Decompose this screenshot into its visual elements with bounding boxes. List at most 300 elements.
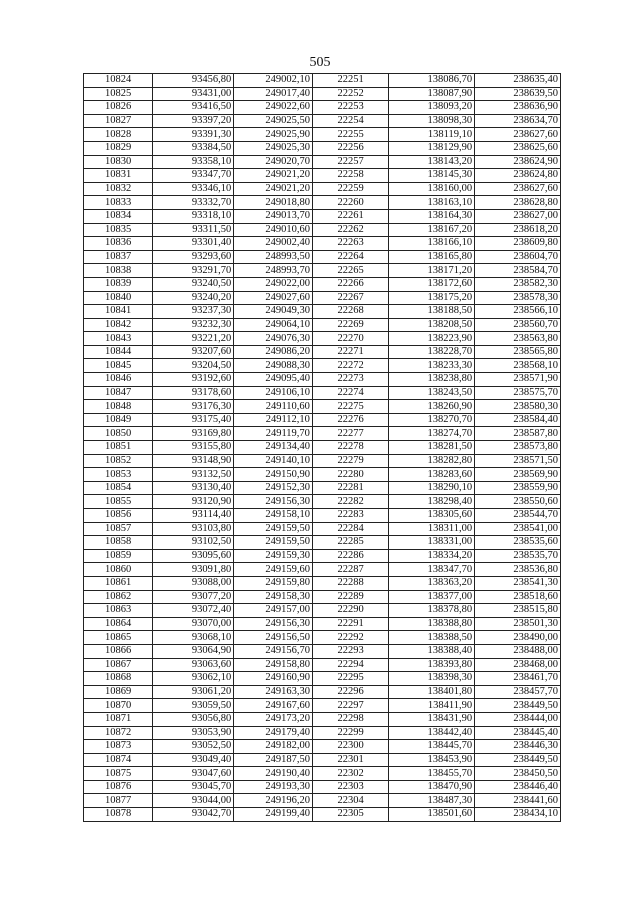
table-cell-y-coordinate-b: 238541,00 xyxy=(475,522,561,536)
table-cell-x-coordinate-a: 93064,90 xyxy=(153,644,234,658)
table-cell-point-id-b: 22274 xyxy=(312,386,388,400)
table-cell-point-id-a: 10875 xyxy=(84,767,153,781)
table-cell-y-coordinate-b: 238587,80 xyxy=(475,427,561,441)
table-cell-y-coordinate-a: 249076,30 xyxy=(234,332,313,346)
table-cell-x-coordinate-b: 138401,80 xyxy=(389,685,475,699)
table-cell-y-coordinate-a: 249088,30 xyxy=(234,359,313,373)
table-row xyxy=(84,87,561,101)
table-cell-y-coordinate-a: 249159,60 xyxy=(234,563,313,577)
table-cell-point-id-a: 10855 xyxy=(84,495,153,509)
table-cell-point-id-b: 22282 xyxy=(312,495,388,509)
table-cell-point-id-b: 22289 xyxy=(312,590,388,604)
table-cell-point-id-a: 10867 xyxy=(84,658,153,672)
table-cell-y-coordinate-a: 249159,30 xyxy=(234,549,313,563)
table-cell-x-coordinate-b: 138298,40 xyxy=(389,495,475,509)
table-cell-point-id-b: 22281 xyxy=(312,481,388,495)
table-cell-point-id-b: 22275 xyxy=(312,400,388,414)
coordinates-table xyxy=(83,73,561,822)
table-row xyxy=(84,644,561,658)
table-row xyxy=(84,631,561,645)
table-cell-point-id-a: 10877 xyxy=(84,794,153,808)
table-cell-x-coordinate-a: 93070,00 xyxy=(153,617,234,631)
table-cell-x-coordinate-a: 93332,70 xyxy=(153,196,234,210)
table-cell-x-coordinate-b: 138331,00 xyxy=(389,536,475,550)
table-row xyxy=(84,332,561,346)
table-cell-point-id-a: 10873 xyxy=(84,740,153,754)
table-row xyxy=(84,617,561,631)
table-cell-y-coordinate-b: 238584,40 xyxy=(475,413,561,427)
table-cell-x-coordinate-b: 138388,40 xyxy=(389,644,475,658)
table-cell-x-coordinate-b: 138274,70 xyxy=(389,427,475,441)
table-cell-y-coordinate-a: 249193,30 xyxy=(234,780,313,794)
table-cell-y-coordinate-b: 238636,90 xyxy=(475,101,561,115)
table-row xyxy=(84,305,561,319)
table-cell-x-coordinate-b: 138160,00 xyxy=(389,182,475,196)
table-cell-y-coordinate-b: 238446,30 xyxy=(475,740,561,754)
table-cell-point-id-a: 10850 xyxy=(84,427,153,441)
table-cell-point-id-a: 10847 xyxy=(84,386,153,400)
table-row xyxy=(84,536,561,550)
table-cell-y-coordinate-b: 238566,10 xyxy=(475,305,561,319)
table-cell-point-id-b: 22304 xyxy=(312,794,388,808)
table-cell-y-coordinate-a: 249002,10 xyxy=(234,74,313,88)
table-cell-x-coordinate-a: 93088,00 xyxy=(153,576,234,590)
table-cell-y-coordinate-a: 249190,40 xyxy=(234,767,313,781)
table-cell-x-coordinate-b: 138119,10 xyxy=(389,128,475,142)
table-cell-x-coordinate-a: 93346,10 xyxy=(153,182,234,196)
table-cell-point-id-b: 22298 xyxy=(312,712,388,726)
table-cell-y-coordinate-b: 238550,60 xyxy=(475,495,561,509)
table-cell-x-coordinate-b: 138175,20 xyxy=(389,291,475,305)
table-cell-x-coordinate-b: 138238,80 xyxy=(389,373,475,387)
table-cell-point-id-a: 10844 xyxy=(84,345,153,359)
table-cell-x-coordinate-a: 93207,60 xyxy=(153,345,234,359)
table-cell-point-id-a: 10839 xyxy=(84,277,153,291)
table-cell-x-coordinate-b: 138233,30 xyxy=(389,359,475,373)
table-cell-point-id-b: 22292 xyxy=(312,631,388,645)
table-cell-x-coordinate-b: 138283,60 xyxy=(389,468,475,482)
table-row xyxy=(84,237,561,251)
table-cell-x-coordinate-b: 138431,90 xyxy=(389,712,475,726)
table-cell-x-coordinate-a: 93062,10 xyxy=(153,672,234,686)
table-cell-x-coordinate-b: 138223,90 xyxy=(389,332,475,346)
table-cell-x-coordinate-a: 93132,50 xyxy=(153,468,234,482)
table-cell-x-coordinate-a: 93391,30 xyxy=(153,128,234,142)
table-cell-x-coordinate-a: 93192,60 xyxy=(153,373,234,387)
table-cell-point-id-a: 10849 xyxy=(84,413,153,427)
table-cell-y-coordinate-a: 249196,20 xyxy=(234,794,313,808)
table-cell-x-coordinate-b: 138087,90 xyxy=(389,87,475,101)
table-row xyxy=(84,726,561,740)
table-row xyxy=(84,712,561,726)
table-cell-x-coordinate-b: 138501,60 xyxy=(389,808,475,822)
table-cell-x-coordinate-b: 138393,80 xyxy=(389,658,475,672)
table-cell-y-coordinate-a: 249159,50 xyxy=(234,522,313,536)
table-cell-y-coordinate-a: 248993,50 xyxy=(234,250,313,264)
table-row xyxy=(84,413,561,427)
table-cell-point-id-b: 22300 xyxy=(312,740,388,754)
table-cell-y-coordinate-b: 238635,40 xyxy=(475,74,561,88)
table-cell-y-coordinate-a: 249179,40 xyxy=(234,726,313,740)
table-row xyxy=(84,604,561,618)
table-cell-point-id-b: 22265 xyxy=(312,264,388,278)
table-cell-point-id-a: 10828 xyxy=(84,128,153,142)
table-cell-x-coordinate-b: 138145,30 xyxy=(389,169,475,183)
table-cell-point-id-b: 22259 xyxy=(312,182,388,196)
table-cell-x-coordinate-b: 138411,90 xyxy=(389,699,475,713)
table-row xyxy=(84,277,561,291)
table-row xyxy=(84,155,561,169)
table-cell-point-id-b: 22293 xyxy=(312,644,388,658)
table-cell-y-coordinate-b: 238501,30 xyxy=(475,617,561,631)
table-cell-point-id-a: 10832 xyxy=(84,182,153,196)
table-cell-point-id-b: 22305 xyxy=(312,808,388,822)
table-cell-x-coordinate-a: 93155,80 xyxy=(153,441,234,455)
table-row xyxy=(84,386,561,400)
table-cell-point-id-b: 22277 xyxy=(312,427,388,441)
table-cell-point-id-a: 10831 xyxy=(84,169,153,183)
table-cell-point-id-b: 22269 xyxy=(312,318,388,332)
table-row xyxy=(84,291,561,305)
table-cell-x-coordinate-a: 93042,70 xyxy=(153,808,234,822)
table-cell-point-id-a: 10861 xyxy=(84,576,153,590)
table-cell-point-id-b: 22258 xyxy=(312,169,388,183)
table-cell-y-coordinate-a: 249025,30 xyxy=(234,141,313,155)
table-cell-x-coordinate-a: 93095,60 xyxy=(153,549,234,563)
table-cell-y-coordinate-b: 238634,70 xyxy=(475,114,561,128)
table-cell-point-id-a: 10859 xyxy=(84,549,153,563)
table-cell-point-id-a: 10830 xyxy=(84,155,153,169)
table-cell-point-id-b: 22251 xyxy=(312,74,388,88)
table-cell-x-coordinate-a: 93237,30 xyxy=(153,305,234,319)
table-cell-y-coordinate-b: 238568,10 xyxy=(475,359,561,373)
table-cell-point-id-a: 10829 xyxy=(84,141,153,155)
table-cell-y-coordinate-a: 249095,40 xyxy=(234,373,313,387)
table-cell-x-coordinate-a: 93056,80 xyxy=(153,712,234,726)
table-cell-x-coordinate-a: 93456,80 xyxy=(153,74,234,88)
table-cell-y-coordinate-a: 249013,70 xyxy=(234,209,313,223)
table-cell-y-coordinate-b: 238446,40 xyxy=(475,780,561,794)
table-cell-point-id-b: 22301 xyxy=(312,753,388,767)
table-row xyxy=(84,590,561,604)
table-cell-point-id-a: 10838 xyxy=(84,264,153,278)
table-cell-point-id-a: 10835 xyxy=(84,223,153,237)
table-cell-point-id-a: 10846 xyxy=(84,373,153,387)
table-cell-x-coordinate-a: 93204,50 xyxy=(153,359,234,373)
table-cell-x-coordinate-a: 93169,80 xyxy=(153,427,234,441)
table-cell-y-coordinate-a: 249021,20 xyxy=(234,169,313,183)
table-cell-point-id-a: 10826 xyxy=(84,101,153,115)
table-cell-y-coordinate-b: 238604,70 xyxy=(475,250,561,264)
table-cell-y-coordinate-a: 249160,90 xyxy=(234,672,313,686)
table-cell-y-coordinate-a: 249106,10 xyxy=(234,386,313,400)
table-cell-x-coordinate-a: 93291,70 xyxy=(153,264,234,278)
table-cell-point-id-a: 10871 xyxy=(84,712,153,726)
table-cell-y-coordinate-b: 238444,00 xyxy=(475,712,561,726)
table-cell-x-coordinate-b: 138455,70 xyxy=(389,767,475,781)
table-cell-y-coordinate-a: 249022,00 xyxy=(234,277,313,291)
table-cell-y-coordinate-b: 238490,00 xyxy=(475,631,561,645)
table-cell-y-coordinate-b: 238618,20 xyxy=(475,223,561,237)
table-cell-x-coordinate-b: 138129,90 xyxy=(389,141,475,155)
table-cell-x-coordinate-a: 93061,20 xyxy=(153,685,234,699)
table-cell-x-coordinate-b: 138453,90 xyxy=(389,753,475,767)
table-cell-y-coordinate-b: 238580,30 xyxy=(475,400,561,414)
table-cell-point-id-a: 10825 xyxy=(84,87,153,101)
table-cell-point-id-b: 22254 xyxy=(312,114,388,128)
table-cell-y-coordinate-b: 238450,50 xyxy=(475,767,561,781)
table-cell-point-id-b: 22296 xyxy=(312,685,388,699)
table-cell-y-coordinate-b: 238573,80 xyxy=(475,441,561,455)
table-cell-point-id-b: 22299 xyxy=(312,726,388,740)
table-row xyxy=(84,549,561,563)
table-cell-x-coordinate-a: 93221,20 xyxy=(153,332,234,346)
table-cell-y-coordinate-a: 249173,20 xyxy=(234,712,313,726)
table-cell-point-id-b: 22252 xyxy=(312,87,388,101)
table-cell-y-coordinate-a: 249018,80 xyxy=(234,196,313,210)
table-cell-y-coordinate-a: 249158,30 xyxy=(234,590,313,604)
table-cell-point-id-b: 22276 xyxy=(312,413,388,427)
table-cell-point-id-a: 10843 xyxy=(84,332,153,346)
table-cell-x-coordinate-a: 93311,50 xyxy=(153,223,234,237)
table-cell-x-coordinate-b: 138188,50 xyxy=(389,305,475,319)
table-row xyxy=(84,699,561,713)
table-cell-point-id-b: 22286 xyxy=(312,549,388,563)
table-cell-y-coordinate-a: 249110,60 xyxy=(234,400,313,414)
table-cell-x-coordinate-a: 93358,10 xyxy=(153,155,234,169)
table-cell-y-coordinate-a: 249064,10 xyxy=(234,318,313,332)
table-cell-x-coordinate-b: 138442,40 xyxy=(389,726,475,740)
table-cell-point-id-a: 10872 xyxy=(84,726,153,740)
table-row xyxy=(84,495,561,509)
table-cell-y-coordinate-a: 249182,00 xyxy=(234,740,313,754)
table-cell-y-coordinate-a: 249140,10 xyxy=(234,454,313,468)
table-cell-y-coordinate-b: 238569,90 xyxy=(475,468,561,482)
table-cell-x-coordinate-b: 138398,30 xyxy=(389,672,475,686)
table-cell-y-coordinate-a: 249025,90 xyxy=(234,128,313,142)
table-cell-point-id-b: 22294 xyxy=(312,658,388,672)
table-cell-y-coordinate-a: 249010,60 xyxy=(234,223,313,237)
table-cell-x-coordinate-b: 138166,10 xyxy=(389,237,475,251)
table-cell-point-id-b: 22302 xyxy=(312,767,388,781)
table-cell-y-coordinate-a: 249156,50 xyxy=(234,631,313,645)
table-cell-y-coordinate-a: 249086,20 xyxy=(234,345,313,359)
table-cell-y-coordinate-b: 238457,70 xyxy=(475,685,561,699)
table-row xyxy=(84,454,561,468)
table-cell-x-coordinate-b: 138228,70 xyxy=(389,345,475,359)
table-cell-y-coordinate-b: 238541,30 xyxy=(475,576,561,590)
table-cell-x-coordinate-a: 93318,10 xyxy=(153,209,234,223)
table-cell-point-id-b: 22260 xyxy=(312,196,388,210)
table-cell-x-coordinate-b: 138445,70 xyxy=(389,740,475,754)
table-cell-point-id-a: 10845 xyxy=(84,359,153,373)
table-row xyxy=(84,794,561,808)
table-cell-point-id-a: 10866 xyxy=(84,644,153,658)
table-cell-point-id-a: 10856 xyxy=(84,509,153,523)
table-cell-x-coordinate-a: 93063,60 xyxy=(153,658,234,672)
table-cell-x-coordinate-a: 93397,20 xyxy=(153,114,234,128)
table-row xyxy=(84,223,561,237)
table-cell-point-id-a: 10853 xyxy=(84,468,153,482)
table-cell-x-coordinate-a: 93120,90 xyxy=(153,495,234,509)
table-cell-x-coordinate-b: 138163,10 xyxy=(389,196,475,210)
table-cell-point-id-b: 22297 xyxy=(312,699,388,713)
table-cell-x-coordinate-a: 93175,40 xyxy=(153,413,234,427)
table-cell-point-id-b: 22261 xyxy=(312,209,388,223)
table-cell-x-coordinate-a: 93049,40 xyxy=(153,753,234,767)
table-cell-y-coordinate-b: 238559,90 xyxy=(475,481,561,495)
table-cell-x-coordinate-b: 138243,50 xyxy=(389,386,475,400)
table-cell-point-id-a: 10865 xyxy=(84,631,153,645)
table-cell-x-coordinate-b: 138290,10 xyxy=(389,481,475,495)
table-cell-x-coordinate-b: 138334,20 xyxy=(389,549,475,563)
table-row xyxy=(84,196,561,210)
table-cell-point-id-b: 22287 xyxy=(312,563,388,577)
table-cell-y-coordinate-b: 238571,50 xyxy=(475,454,561,468)
table-cell-point-id-a: 10864 xyxy=(84,617,153,631)
table-cell-point-id-a: 10851 xyxy=(84,441,153,455)
table-cell-point-id-a: 10868 xyxy=(84,672,153,686)
table-cell-point-id-a: 10876 xyxy=(84,780,153,794)
table-cell-x-coordinate-a: 93240,50 xyxy=(153,277,234,291)
table-cell-point-id-a: 10860 xyxy=(84,563,153,577)
table-cell-y-coordinate-b: 238434,10 xyxy=(475,808,561,822)
table-cell-y-coordinate-a: 249020,70 xyxy=(234,155,313,169)
table-cell-y-coordinate-b: 238624,90 xyxy=(475,155,561,169)
table-cell-y-coordinate-a: 249021,20 xyxy=(234,182,313,196)
table-row xyxy=(84,576,561,590)
table-cell-y-coordinate-a: 249199,40 xyxy=(234,808,313,822)
table-cell-y-coordinate-b: 238515,80 xyxy=(475,604,561,618)
table-row xyxy=(84,114,561,128)
table-cell-y-coordinate-a: 249017,40 xyxy=(234,87,313,101)
table-row xyxy=(84,672,561,686)
table-cell-y-coordinate-b: 238565,80 xyxy=(475,345,561,359)
table-row xyxy=(84,780,561,794)
table-cell-y-coordinate-b: 238518,60 xyxy=(475,590,561,604)
table-cell-y-coordinate-a: 248993,70 xyxy=(234,264,313,278)
table-cell-y-coordinate-b: 238627,60 xyxy=(475,128,561,142)
table-cell-y-coordinate-a: 249150,90 xyxy=(234,468,313,482)
table-cell-x-coordinate-a: 93091,80 xyxy=(153,563,234,577)
table-cell-y-coordinate-b: 238441,60 xyxy=(475,794,561,808)
table-cell-x-coordinate-a: 93077,20 xyxy=(153,590,234,604)
table-cell-point-id-b: 22253 xyxy=(312,101,388,115)
table-cell-y-coordinate-a: 249112,10 xyxy=(234,413,313,427)
table-cell-y-coordinate-b: 238563,80 xyxy=(475,332,561,346)
table-cell-y-coordinate-b: 238571,90 xyxy=(475,373,561,387)
table-cell-y-coordinate-a: 249159,50 xyxy=(234,536,313,550)
coordinates-table-body xyxy=(84,74,561,822)
table-cell-y-coordinate-a: 249119,70 xyxy=(234,427,313,441)
table-cell-x-coordinate-a: 93240,20 xyxy=(153,291,234,305)
table-cell-x-coordinate-b: 138311,00 xyxy=(389,522,475,536)
table-cell-point-id-a: 10827 xyxy=(84,114,153,128)
table-cell-y-coordinate-a: 249158,80 xyxy=(234,658,313,672)
table-cell-x-coordinate-a: 93047,60 xyxy=(153,767,234,781)
table-cell-point-id-b: 22263 xyxy=(312,237,388,251)
table-cell-y-coordinate-b: 238628,80 xyxy=(475,196,561,210)
table-cell-point-id-a: 10842 xyxy=(84,318,153,332)
table-row xyxy=(84,345,561,359)
table-cell-y-coordinate-b: 238609,80 xyxy=(475,237,561,251)
table-cell-x-coordinate-b: 138388,50 xyxy=(389,631,475,645)
table-cell-x-coordinate-b: 138347,70 xyxy=(389,563,475,577)
table-cell-x-coordinate-a: 93045,70 xyxy=(153,780,234,794)
table-cell-y-coordinate-b: 238627,00 xyxy=(475,209,561,223)
table-cell-point-id-a: 10878 xyxy=(84,808,153,822)
table-cell-x-coordinate-a: 93102,50 xyxy=(153,536,234,550)
table-cell-point-id-a: 10833 xyxy=(84,196,153,210)
table-cell-y-coordinate-b: 238560,70 xyxy=(475,318,561,332)
table-cell-point-id-b: 22279 xyxy=(312,454,388,468)
table-cell-point-id-b: 22255 xyxy=(312,128,388,142)
table-cell-point-id-b: 22285 xyxy=(312,536,388,550)
table-cell-y-coordinate-b: 238578,30 xyxy=(475,291,561,305)
table-cell-x-coordinate-a: 93347,70 xyxy=(153,169,234,183)
table-row xyxy=(84,563,561,577)
table-cell-point-id-b: 22262 xyxy=(312,223,388,237)
table-cell-point-id-b: 22266 xyxy=(312,277,388,291)
table-cell-x-coordinate-b: 138487,30 xyxy=(389,794,475,808)
table-cell-x-coordinate-b: 138143,20 xyxy=(389,155,475,169)
table-cell-x-coordinate-b: 138470,90 xyxy=(389,780,475,794)
table-cell-x-coordinate-a: 93052,50 xyxy=(153,740,234,754)
table-cell-point-id-b: 22303 xyxy=(312,780,388,794)
table-cell-point-id-b: 22264 xyxy=(312,250,388,264)
table-cell-y-coordinate-b: 238575,70 xyxy=(475,386,561,400)
table-cell-y-coordinate-a: 249187,50 xyxy=(234,753,313,767)
table-cell-point-id-b: 22290 xyxy=(312,604,388,618)
table-cell-point-id-b: 22288 xyxy=(312,576,388,590)
table-cell-y-coordinate-b: 238625,60 xyxy=(475,141,561,155)
table-cell-point-id-b: 22295 xyxy=(312,672,388,686)
table-row xyxy=(84,753,561,767)
table-cell-point-id-a: 10824 xyxy=(84,74,153,88)
table-cell-y-coordinate-b: 238536,80 xyxy=(475,563,561,577)
table-row xyxy=(84,427,561,441)
table-cell-x-coordinate-a: 93148,90 xyxy=(153,454,234,468)
table-cell-point-id-a: 10870 xyxy=(84,699,153,713)
table-cell-point-id-b: 22256 xyxy=(312,141,388,155)
table-row xyxy=(84,468,561,482)
table-row xyxy=(84,522,561,536)
table-cell-x-coordinate-b: 138167,20 xyxy=(389,223,475,237)
table-cell-x-coordinate-a: 93293,60 xyxy=(153,250,234,264)
table-cell-x-coordinate-a: 93053,90 xyxy=(153,726,234,740)
table-cell-y-coordinate-a: 249156,30 xyxy=(234,617,313,631)
page-number: 505 xyxy=(309,55,331,70)
table-cell-point-id-a: 10836 xyxy=(84,237,153,251)
table-cell-x-coordinate-b: 138260,90 xyxy=(389,400,475,414)
table-cell-y-coordinate-a: 249158,10 xyxy=(234,509,313,523)
table-cell-x-coordinate-b: 138164,30 xyxy=(389,209,475,223)
table-cell-point-id-a: 10857 xyxy=(84,522,153,536)
table-cell-y-coordinate-a: 249022,60 xyxy=(234,101,313,115)
table-cell-point-id-b: 22278 xyxy=(312,441,388,455)
table-row xyxy=(84,359,561,373)
table-row xyxy=(84,441,561,455)
table-cell-y-coordinate-a: 249134,40 xyxy=(234,441,313,455)
table-cell-y-coordinate-a: 249163,30 xyxy=(234,685,313,699)
table-cell-x-coordinate-b: 138305,60 xyxy=(389,509,475,523)
table-cell-point-id-a: 10852 xyxy=(84,454,153,468)
table-row xyxy=(84,169,561,183)
table-cell-x-coordinate-b: 138171,20 xyxy=(389,264,475,278)
table-cell-y-coordinate-a: 249027,60 xyxy=(234,291,313,305)
table-cell-y-coordinate-b: 238582,30 xyxy=(475,277,561,291)
table-cell-point-id-a: 10858 xyxy=(84,536,153,550)
